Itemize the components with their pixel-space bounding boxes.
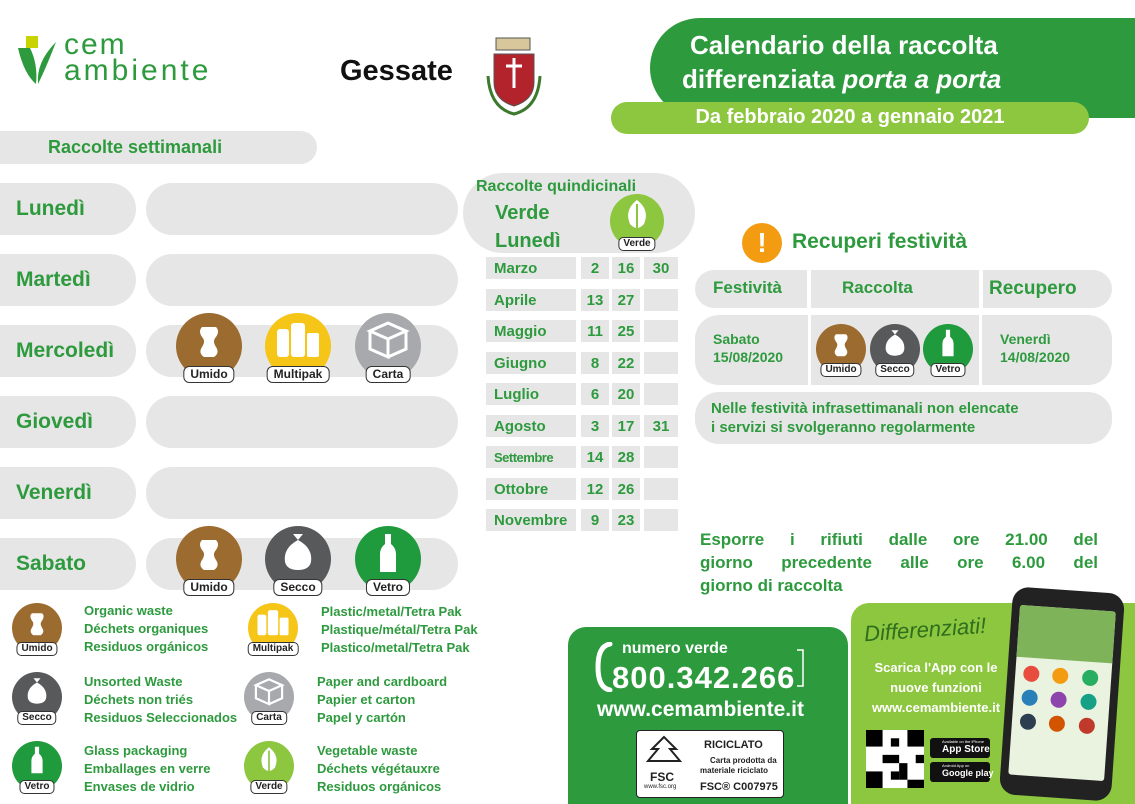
badge-label: Umido (820, 363, 861, 377)
badge-label: Carta (251, 711, 287, 725)
legend-line: Plastic/metal/Tetra Pak (321, 604, 462, 619)
app-line2: nuove funzioni (890, 680, 982, 695)
month-day-1: 14 (581, 446, 609, 468)
multipak-badge (265, 313, 331, 379)
app-icon (1080, 693, 1097, 710)
umido-badge (176, 313, 242, 379)
month-day-1: 9 (581, 509, 609, 531)
month-day-3 (644, 509, 678, 531)
leaf-icon (258, 745, 280, 775)
day-wednesday: Mercoledì (0, 325, 136, 377)
box-icon (366, 319, 410, 359)
legend-line: Papier et carton (317, 692, 416, 707)
month-day-2: 26 (612, 478, 640, 500)
smartphone (999, 586, 1125, 801)
month-day-3 (644, 352, 678, 374)
holiday-note-1: Nelle festività infrasettimanali non elencate (711, 400, 1019, 417)
app-store-small: Available on the iPhone (942, 739, 984, 744)
fsc-url: www.fsc.org (644, 784, 677, 790)
legend-line: Residuos orgánicos (317, 779, 442, 794)
month-day-3: 30 (644, 257, 678, 279)
legend-line: Unsorted Waste (84, 674, 183, 689)
month-name: Settembre (486, 446, 576, 468)
app-store-button[interactable] (930, 738, 990, 758)
secco-badge (870, 324, 920, 374)
secco-badge (265, 526, 331, 592)
app-web[interactable]: www.cemambiente.it (871, 700, 1001, 715)
day-row-monday (146, 183, 458, 235)
box-icon (253, 676, 285, 706)
fortnightly-heading: Raccolte quindicinali (476, 178, 637, 195)
col-recupero: Recupero (989, 278, 1077, 299)
brand-line1: cem (64, 28, 127, 61)
badge-label: Carta (366, 366, 411, 383)
fortnightly-day: Lunedì (495, 230, 561, 252)
legend-multipak-badge (248, 603, 298, 653)
badge-label: Vetro (19, 780, 54, 794)
day-friday: Venerdì (0, 467, 136, 519)
glass-bottle-icon (941, 328, 955, 358)
apple-core-icon (194, 532, 224, 572)
fsc-sub2: materiale riciclato (700, 766, 769, 775)
month-day-2: 16 (612, 257, 640, 279)
recovery-day: Venerdì (1000, 331, 1051, 347)
legend-verde-text (317, 742, 441, 796)
month-day-2: 22 (612, 352, 640, 374)
carta-badge (355, 313, 421, 379)
badge-label: Secco (875, 363, 914, 377)
month-name: Luglio (486, 383, 576, 405)
badge-label: Vetro (366, 579, 410, 596)
month-day-3 (644, 478, 678, 500)
google-play-small: Android App on (942, 763, 970, 768)
title-line2-b: porta a porta (842, 64, 1002, 94)
day-thursday: Giovedì (0, 396, 136, 448)
legend-secco-badge (12, 672, 62, 722)
phone-bracket (795, 648, 809, 688)
exposure-line2: giorno precedente alle ore 6.00 del (700, 553, 1098, 572)
month-day-3 (644, 320, 678, 342)
month-name: Aprile (486, 289, 576, 311)
exposure-line3: giorno di raccolta (700, 576, 843, 595)
legend-secco-text (84, 673, 237, 727)
app-icon (1050, 691, 1067, 708)
legend-carta-badge (244, 672, 294, 722)
apple-core-icon (26, 607, 48, 637)
month-day-3 (644, 383, 678, 405)
badge-label: Secco (273, 579, 322, 596)
legend-line: Organic waste (84, 603, 173, 618)
app-store-label: App Store (942, 744, 990, 755)
vetro-badge (923, 324, 973, 374)
legend-umido-text (84, 602, 208, 656)
fsc-tree-icon (644, 735, 684, 769)
bottles-icon (256, 607, 290, 637)
legend-carta-text (317, 673, 447, 727)
trash-bag-icon (883, 328, 907, 358)
app-title: Differenziati! (863, 612, 987, 647)
holiday-divider-right (979, 315, 982, 385)
legend-line: Papel y cartón (317, 710, 406, 725)
col-festivita: Festività (713, 278, 782, 297)
legend-line: Déchets végétauxre (317, 761, 440, 776)
legend-line: Paper and cardboard (317, 674, 448, 689)
bottles-icon (275, 319, 321, 359)
fsc-title: RICICLATO (704, 739, 763, 751)
legend-line: Déchets non triés (84, 692, 194, 707)
col-raccolta: Raccolta (842, 278, 913, 297)
trash-bag-icon (25, 676, 49, 706)
phone-number[interactable]: 800.342.266 (612, 660, 796, 695)
holiday-date: 15/08/2020 (713, 349, 784, 365)
legend-multipak-text (321, 603, 478, 657)
title-line2 (682, 64, 1001, 95)
legend-vetro-badge (12, 741, 62, 791)
legend-line: Envases de vidrio (84, 779, 195, 794)
holiday-divider-left (808, 315, 811, 385)
exposure-line1: Esporre i rifiuti dalle ore 21.00 del (700, 530, 1098, 549)
holiday-note-2: i servizi si svolgeranno regolarmente (711, 419, 976, 436)
app-icon (1019, 713, 1036, 730)
month-day-1: 6 (581, 383, 609, 405)
month-day-1: 8 (581, 352, 609, 374)
legend-vetro-text (84, 742, 210, 796)
legend-line: Plastico/metal/Tetra Pak (321, 640, 470, 655)
app-icon (1049, 715, 1066, 732)
month-day-3 (644, 289, 678, 311)
glass-bottle-icon (30, 745, 44, 775)
month-name: Maggio (486, 320, 576, 342)
leaf-logo-icon (16, 34, 60, 86)
leaf-icon (624, 198, 650, 232)
app-icon (1078, 717, 1095, 734)
badge-label: Secco (17, 711, 56, 725)
town-coat-of-arms (484, 36, 544, 116)
toll-free-label: numero verde (622, 640, 728, 657)
legend-line: Vegetable waste (317, 743, 418, 758)
legend-line: Glass packaging (84, 743, 188, 758)
google-play-label: Google play (942, 768, 994, 778)
month-day-2: 27 (612, 289, 640, 311)
website-link[interactable]: www.cemambiente.it (597, 698, 804, 721)
verde-badge (610, 194, 664, 248)
month-day-1: 13 (581, 289, 609, 311)
month-day-2: 23 (612, 509, 640, 531)
month-day-2: 25 (612, 320, 640, 342)
fsc-logo-text: FSC (650, 770, 674, 784)
badge-label: Vetro (930, 363, 965, 377)
app-icon (1081, 669, 1098, 686)
month-day-1: 2 (581, 257, 609, 279)
month-day-3 (644, 446, 678, 468)
legend-line: Déchets organiques (84, 621, 209, 636)
fortnightly-type: Verde (495, 202, 550, 224)
title-line2-a: differenziata (682, 64, 843, 94)
badge-label: Umido (183, 579, 234, 596)
month-day-2: 20 (612, 383, 640, 405)
month-name: Ottobre (486, 478, 576, 500)
month-name: Giugno (486, 352, 576, 374)
legend-umido-badge (12, 603, 62, 653)
umido-badge (816, 324, 866, 374)
cem-logo (16, 28, 326, 88)
recovery-date: 14/08/2020 (1000, 349, 1071, 365)
badge-label: Umido (16, 642, 57, 656)
month-day-1: 3 (581, 415, 609, 437)
fsc-sub1: Carta prodotta da (710, 756, 777, 765)
weekly-heading: Raccolte settimanali (48, 137, 223, 157)
badge-label: Verde (618, 237, 655, 251)
month-name: Marzo (486, 257, 576, 279)
trash-bag-icon (281, 532, 315, 572)
screen-banner (1016, 605, 1115, 664)
apple-core-icon (194, 319, 224, 359)
month-name: Agosto (486, 415, 576, 437)
umido-badge (176, 526, 242, 592)
vetro-badge (355, 526, 421, 592)
legend-line: Residuos Seleccionados (84, 710, 238, 725)
badge-label: Umido (183, 366, 234, 383)
day-row-thursday (146, 396, 458, 448)
app-icon (1023, 665, 1040, 682)
month-day-2: 28 (612, 446, 640, 468)
brand-line2: ambiente (64, 54, 212, 87)
warning-icon: ! (742, 223, 782, 263)
badge-label: Verde (250, 780, 287, 794)
month-day-1: 12 (581, 478, 609, 500)
legend-line: Plastique/métal/Tetra Pak (321, 622, 478, 637)
holiday-date-day: Sabato (713, 331, 760, 347)
google-play-button[interactable] (930, 762, 994, 782)
apple-core-icon (830, 328, 852, 358)
phone-screen (1008, 605, 1116, 781)
period-text: Da febbraio 2020 a gennaio 2021 (695, 106, 1005, 128)
day-saturday: Sabato (0, 538, 136, 590)
badge-label: Multipak (267, 366, 330, 383)
legend-line: Residuos orgánicos (84, 639, 209, 654)
day-row-friday (146, 467, 458, 519)
fsc-code: FSC® C007975 (700, 781, 778, 793)
title-line1: Calendario della raccolta (690, 30, 998, 60)
holidays-heading: Recuperi festività (792, 230, 968, 253)
qr-code (866, 730, 924, 788)
month-day-1: 11 (581, 320, 609, 342)
glass-bottle-icon (378, 532, 398, 574)
app-icon (1052, 667, 1069, 684)
day-row-tuesday (146, 254, 458, 306)
town-name: Gessate (340, 55, 453, 87)
month-name: Novembre (486, 509, 576, 531)
month-day-2: 17 (612, 415, 640, 437)
day-monday: Lunedì (0, 183, 136, 235)
badge-label: Multipak (248, 642, 299, 656)
day-tuesday: Martedì (0, 254, 136, 306)
legend-verde-badge (244, 741, 294, 791)
screen-icons (1011, 657, 1112, 744)
app-line1: Scarica l'App con le (874, 660, 998, 675)
legend-line: Emballages en verre (84, 761, 211, 776)
app-icon (1021, 689, 1038, 706)
month-day-3: 31 (644, 415, 678, 437)
